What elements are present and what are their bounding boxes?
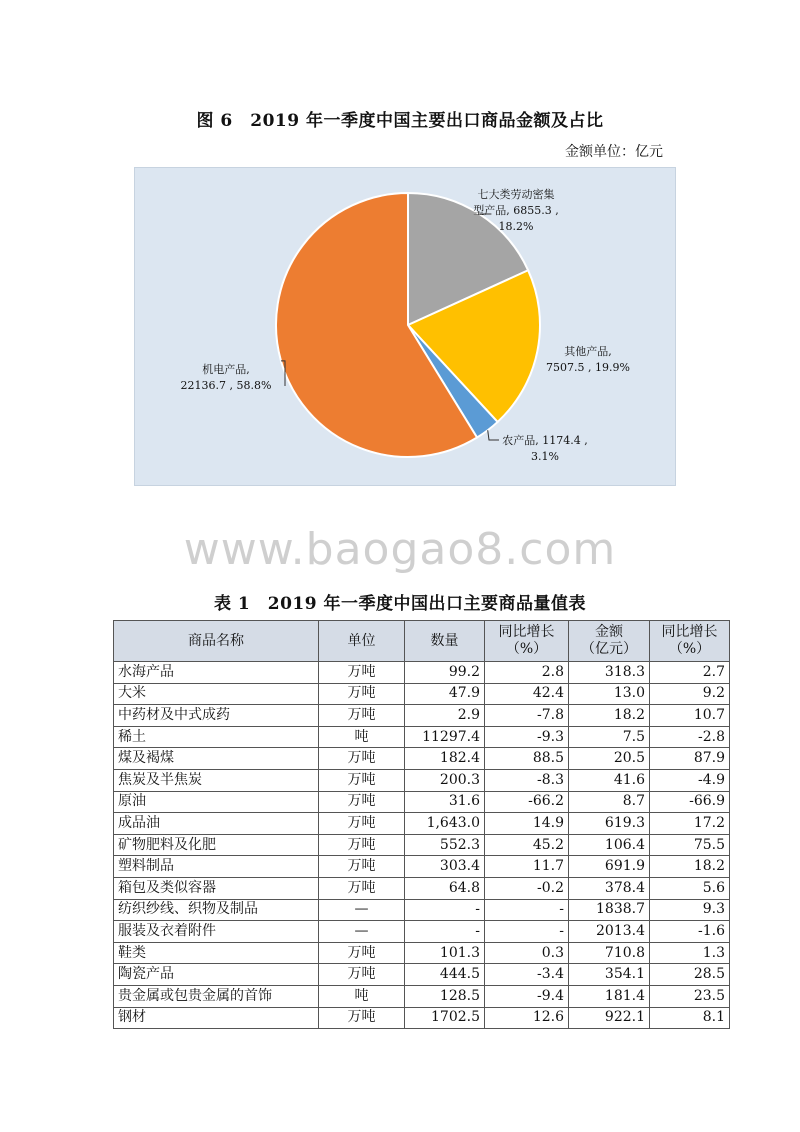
cell-unit: 万吨: [319, 942, 405, 964]
cell-amt-yoy: -4.9: [650, 769, 730, 791]
cell-name: 原油: [114, 791, 319, 813]
cell-qty: 1702.5: [405, 1007, 485, 1029]
slice-label-mech-line2: 22136.7 , 58.8%: [180, 379, 272, 392]
cell-amt-yoy: 5.6: [650, 877, 730, 899]
leader-agri: [488, 430, 499, 440]
cell-unit: 万吨: [319, 662, 405, 684]
cell-amount: 378.4: [569, 877, 650, 899]
cell-name: 大米: [114, 683, 319, 705]
cell-amount: 318.3: [569, 662, 650, 684]
cell-name: 水海产品: [114, 662, 319, 684]
cell-qty: 64.8: [405, 877, 485, 899]
cell-amt-yoy: 1.3: [650, 942, 730, 964]
cell-qty-yoy: 14.9: [485, 813, 569, 835]
cell-amount: 710.8: [569, 942, 650, 964]
header-amt-yoy-line2: （%）: [668, 641, 711, 657]
amount-unit-label: 金额单位：亿元: [565, 144, 663, 160]
slice-label-other-line1: 其他产品,: [564, 345, 612, 358]
header-amount-line1: 金额: [595, 624, 623, 640]
table-row: [114, 813, 730, 835]
cell-name: 稀土: [114, 726, 319, 748]
cell-qty-yoy: -: [485, 921, 569, 943]
header-name: 商品名称: [114, 621, 319, 662]
slice-label-agri-line1: 农产品, 1174.4 ,: [502, 434, 588, 447]
cell-qty: 99.2: [405, 662, 485, 684]
figure-title: 图 6 2019 年一季度中国主要出口商品金额及占比: [196, 111, 604, 131]
cell-name: 钢材: [114, 1007, 319, 1029]
cell-qty: 101.3: [405, 942, 485, 964]
table-row: [114, 705, 730, 727]
cell-qty: -: [405, 921, 485, 943]
table-row: [114, 769, 730, 791]
cell-qty: 47.9: [405, 683, 485, 705]
header-unit: 单位: [319, 621, 405, 662]
slice-label-laborintensive-line1: 七大类劳动密集: [477, 188, 555, 201]
cell-qty: 128.5: [405, 985, 485, 1007]
cell-amt-yoy: 75.5: [650, 834, 730, 856]
cell-unit: 万吨: [319, 705, 405, 727]
cell-unit: 万吨: [319, 1007, 405, 1029]
table-row: [114, 964, 730, 986]
slice-label-other-line2: 7507.5 , 19.9%: [546, 361, 630, 374]
table-row: [114, 748, 730, 770]
cell-unit: 万吨: [319, 877, 405, 899]
table-row: [114, 683, 730, 705]
cell-amount: 106.4: [569, 834, 650, 856]
cell-amount: 181.4: [569, 985, 650, 1007]
cell-amt-yoy: -2.8: [650, 726, 730, 748]
cell-qty-yoy: 45.2: [485, 834, 569, 856]
cell-name: 中药材及中式成药: [114, 705, 319, 727]
cell-amount: 354.1: [569, 964, 650, 986]
cell-amt-yoy: 2.7: [650, 662, 730, 684]
table-row: [114, 1007, 730, 1029]
cell-amt-yoy: -66.9: [650, 791, 730, 813]
cell-amount: 691.9: [569, 856, 650, 878]
table-header-row: [114, 621, 730, 662]
cell-qty: 1,643.0: [405, 813, 485, 835]
cell-qty: -: [405, 899, 485, 921]
table-row: [114, 942, 730, 964]
watermark: www.baogao8.com: [183, 524, 617, 575]
cell-name: 贵金属或包贵金属的首饰: [114, 985, 319, 1007]
cell-unit: 万吨: [319, 748, 405, 770]
cell-qty-yoy: 2.8: [485, 662, 569, 684]
cell-name: 鞋类: [114, 942, 319, 964]
cell-unit: 万吨: [319, 834, 405, 856]
pie-chart-panel: [134, 167, 676, 486]
cell-name: 服装及衣着附件: [114, 921, 319, 943]
cell-unit: 万吨: [319, 813, 405, 835]
slice-label-laborintensive-line2: 型产品, 6855.3 ,: [473, 204, 559, 217]
cell-qty-yoy: -3.4: [485, 964, 569, 986]
cell-amt-yoy: 87.9: [650, 748, 730, 770]
header-qty-yoy: [485, 621, 569, 662]
cell-amount: 41.6: [569, 769, 650, 791]
cell-qty-yoy: -0.2: [485, 877, 569, 899]
cell-amount: 7.5: [569, 726, 650, 748]
cell-name: 塑料制品: [114, 856, 319, 878]
header-amount: [569, 621, 650, 662]
table-row: [114, 899, 730, 921]
pie-chart: [135, 168, 677, 487]
cell-unit: 万吨: [319, 791, 405, 813]
cell-qty: 11297.4: [405, 726, 485, 748]
table-row: [114, 856, 730, 878]
cell-qty: 552.3: [405, 834, 485, 856]
cell-qty: 303.4: [405, 856, 485, 878]
table-row: [114, 921, 730, 943]
cell-amount: 1838.7: [569, 899, 650, 921]
cell-name: 焦炭及半焦炭: [114, 769, 319, 791]
cell-amt-yoy: 23.5: [650, 985, 730, 1007]
cell-qty-yoy: -9.4: [485, 985, 569, 1007]
cell-amt-yoy: 28.5: [650, 964, 730, 986]
cell-amt-yoy: 10.7: [650, 705, 730, 727]
header-amt-yoy: [650, 621, 730, 662]
cell-qty-yoy: -7.8: [485, 705, 569, 727]
cell-unit: —: [319, 921, 405, 943]
cell-qty-yoy: 11.7: [485, 856, 569, 878]
cell-qty-yoy: -66.2: [485, 791, 569, 813]
cell-amt-yoy: 8.1: [650, 1007, 730, 1029]
cell-amt-yoy: 18.2: [650, 856, 730, 878]
slice-label-agri-line2: 3.1%: [531, 450, 559, 463]
cell-qty-yoy: 12.6: [485, 1007, 569, 1029]
cell-qty: 444.5: [405, 964, 485, 986]
cell-qty: 200.3: [405, 769, 485, 791]
cell-unit: 万吨: [319, 856, 405, 878]
export-goods-table: [113, 620, 730, 1029]
cell-name: 煤及褐煤: [114, 748, 319, 770]
header-qty-yoy-line2: （%）: [505, 641, 548, 657]
table-row: [114, 791, 730, 813]
cell-name: 矿物肥料及化肥: [114, 834, 319, 856]
cell-amt-yoy: 9.3: [650, 899, 730, 921]
header-amt-yoy-line1: 同比增长: [661, 624, 718, 640]
cell-unit: 吨: [319, 726, 405, 748]
header-qty-yoy-line1: 同比增长: [498, 624, 555, 640]
header-amount-line2: （亿元）: [581, 641, 637, 657]
cell-qty-yoy: -: [485, 899, 569, 921]
cell-amt-yoy: 17.2: [650, 813, 730, 835]
cell-unit: 万吨: [319, 769, 405, 791]
cell-name: 成品油: [114, 813, 319, 835]
table-title: 表 1 2019 年一季度中国出口主要商品量值表: [214, 594, 586, 614]
header-qty: 数量: [405, 621, 485, 662]
cell-qty-yoy: 0.3: [485, 942, 569, 964]
cell-amount: 20.5: [569, 748, 650, 770]
cell-amount: 2013.4: [569, 921, 650, 943]
cell-qty-yoy: 42.4: [485, 683, 569, 705]
table-row: [114, 985, 730, 1007]
cell-unit: —: [319, 899, 405, 921]
cell-amount: 13.0: [569, 683, 650, 705]
cell-qty-yoy: -9.3: [485, 726, 569, 748]
cell-unit: 万吨: [319, 964, 405, 986]
table-row: [114, 877, 730, 899]
cell-name: 陶瓷产品: [114, 964, 319, 986]
cell-qty-yoy: 88.5: [485, 748, 569, 770]
cell-amount: 18.2: [569, 705, 650, 727]
table-row: [114, 662, 730, 684]
slice-label-laborintensive-line3: 18.2%: [498, 220, 534, 233]
slice-label-mech-line1: 机电产品,: [202, 363, 250, 376]
cell-qty: 182.4: [405, 748, 485, 770]
cell-amount: 8.7: [569, 791, 650, 813]
cell-qty: 31.6: [405, 791, 485, 813]
cell-qty: 2.9: [405, 705, 485, 727]
cell-amount: 619.3: [569, 813, 650, 835]
table-row: [114, 726, 730, 748]
cell-name: 纺织纱线、织物及制品: [114, 899, 319, 921]
table-row: [114, 834, 730, 856]
cell-unit: 万吨: [319, 683, 405, 705]
cell-qty-yoy: -8.3: [485, 769, 569, 791]
cell-amt-yoy: 9.2: [650, 683, 730, 705]
cell-unit: 吨: [319, 985, 405, 1007]
cell-name: 箱包及类似容器: [114, 877, 319, 899]
cell-amt-yoy: -1.6: [650, 921, 730, 943]
cell-amount: 922.1: [569, 1007, 650, 1029]
